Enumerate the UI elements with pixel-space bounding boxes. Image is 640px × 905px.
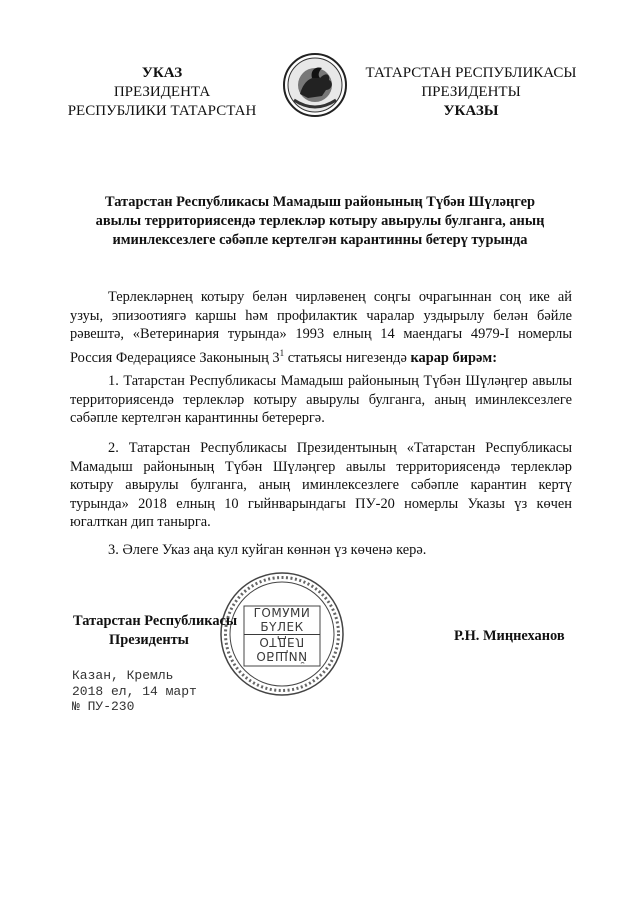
item-1-text: 1. Татарстан Республикасы Мамадыш районының Түбән Шүләңгер авылы территориясендә терлекләр котыру авырулы булганга, аның иминлексезлеге сәбәпле кертелгән карантинны бетерергә. — [70, 373, 572, 426]
header-right-line-1: ТАТАРСТАН РЕСПУБЛИКАСЫ — [365, 65, 577, 81]
signature-title — [73, 612, 273, 650]
header-right-line-3: УКАЗЫ — [443, 103, 499, 119]
place-line: Казан, Кремль — [72, 668, 174, 683]
signature-title-line-1: Татарстан Республикасы — [73, 613, 238, 629]
signatory-name: Р.Н. Миңнеханов — [454, 628, 565, 644]
item-1 — [70, 372, 572, 428]
preamble-decree: карар бирәм: — [410, 349, 498, 366]
document-title — [70, 193, 570, 250]
stamp-line-1: ГОМУМИ — [253, 606, 311, 620]
title-line-1: Татарстан Республикасы Мамадыш районының Түбән Шүләңгер — [104, 194, 536, 210]
signature-title-line-2: Президенты — [109, 632, 189, 648]
item-3-text: 3. Әлеге Указ аңа кул куйган көннән үз көченә керә. — [108, 542, 427, 558]
preamble-paragraph — [70, 288, 572, 367]
header-left-line-2: ПРЕЗИДЕНТА — [113, 84, 211, 100]
header-left — [62, 64, 262, 121]
number-line: № ПУ-230 — [72, 699, 135, 714]
place-date-number — [72, 668, 197, 715]
stamp-line-3: ОТДЕЛ — [259, 635, 305, 649]
header-left-line-3: РЕСПУБЛИКИ ТАТАРСТАН — [67, 103, 257, 119]
stamp-line-2: БҮЛЕК — [244, 620, 320, 635]
preamble-after: статьясы нигезендә — [284, 349, 411, 366]
item-2 — [70, 439, 572, 532]
header-right — [360, 64, 582, 121]
header-left-line-1: УКАЗ — [141, 65, 183, 81]
preamble-sup: 1 — [279, 347, 285, 358]
tatarstan-emblem-icon — [282, 50, 348, 120]
item-2-text: 2. Татарстан Республикасы Президентының «Татарстан Республикасы Мамадыш районының Түбән Шүләңгер авылы территориясендә терлекләр котыру авырулы булганга, аның иминлексезлеге сәбәпле карантин кертү турында» 2018 елның 10 гыйнварындагы ПУ-20 номерлы Указы үз көчен югалткан дип танырга. — [70, 440, 572, 530]
date-line: 2018 ел, 14 март — [72, 683, 197, 699]
preamble-text: Терлекләрнең котыру белән чирләвенең соңгы очрагыннан соң ике ай узуы, эпизоотиягә каршы һәм профилактик чаралар уздырылу белән бәйле рәвештә, «Ветеринария турында» 1993 елның 14 маендагы 4979-I номерлы Россия Федерациясе Законының 3 — [70, 289, 572, 366]
stamp-line-4: ОБЩИЙ — [256, 649, 308, 663]
header-right-line-2: ПРЕЗИДЕНТЫ — [421, 84, 521, 100]
title-line-2: авылы территориясендә терлекләр котыру авырулы булганга, аның — [95, 213, 545, 229]
item-3 — [70, 541, 572, 560]
title-line-3: иминлексезлеге сәбәпле кертелгән карантинны бетерү турында — [112, 232, 528, 248]
